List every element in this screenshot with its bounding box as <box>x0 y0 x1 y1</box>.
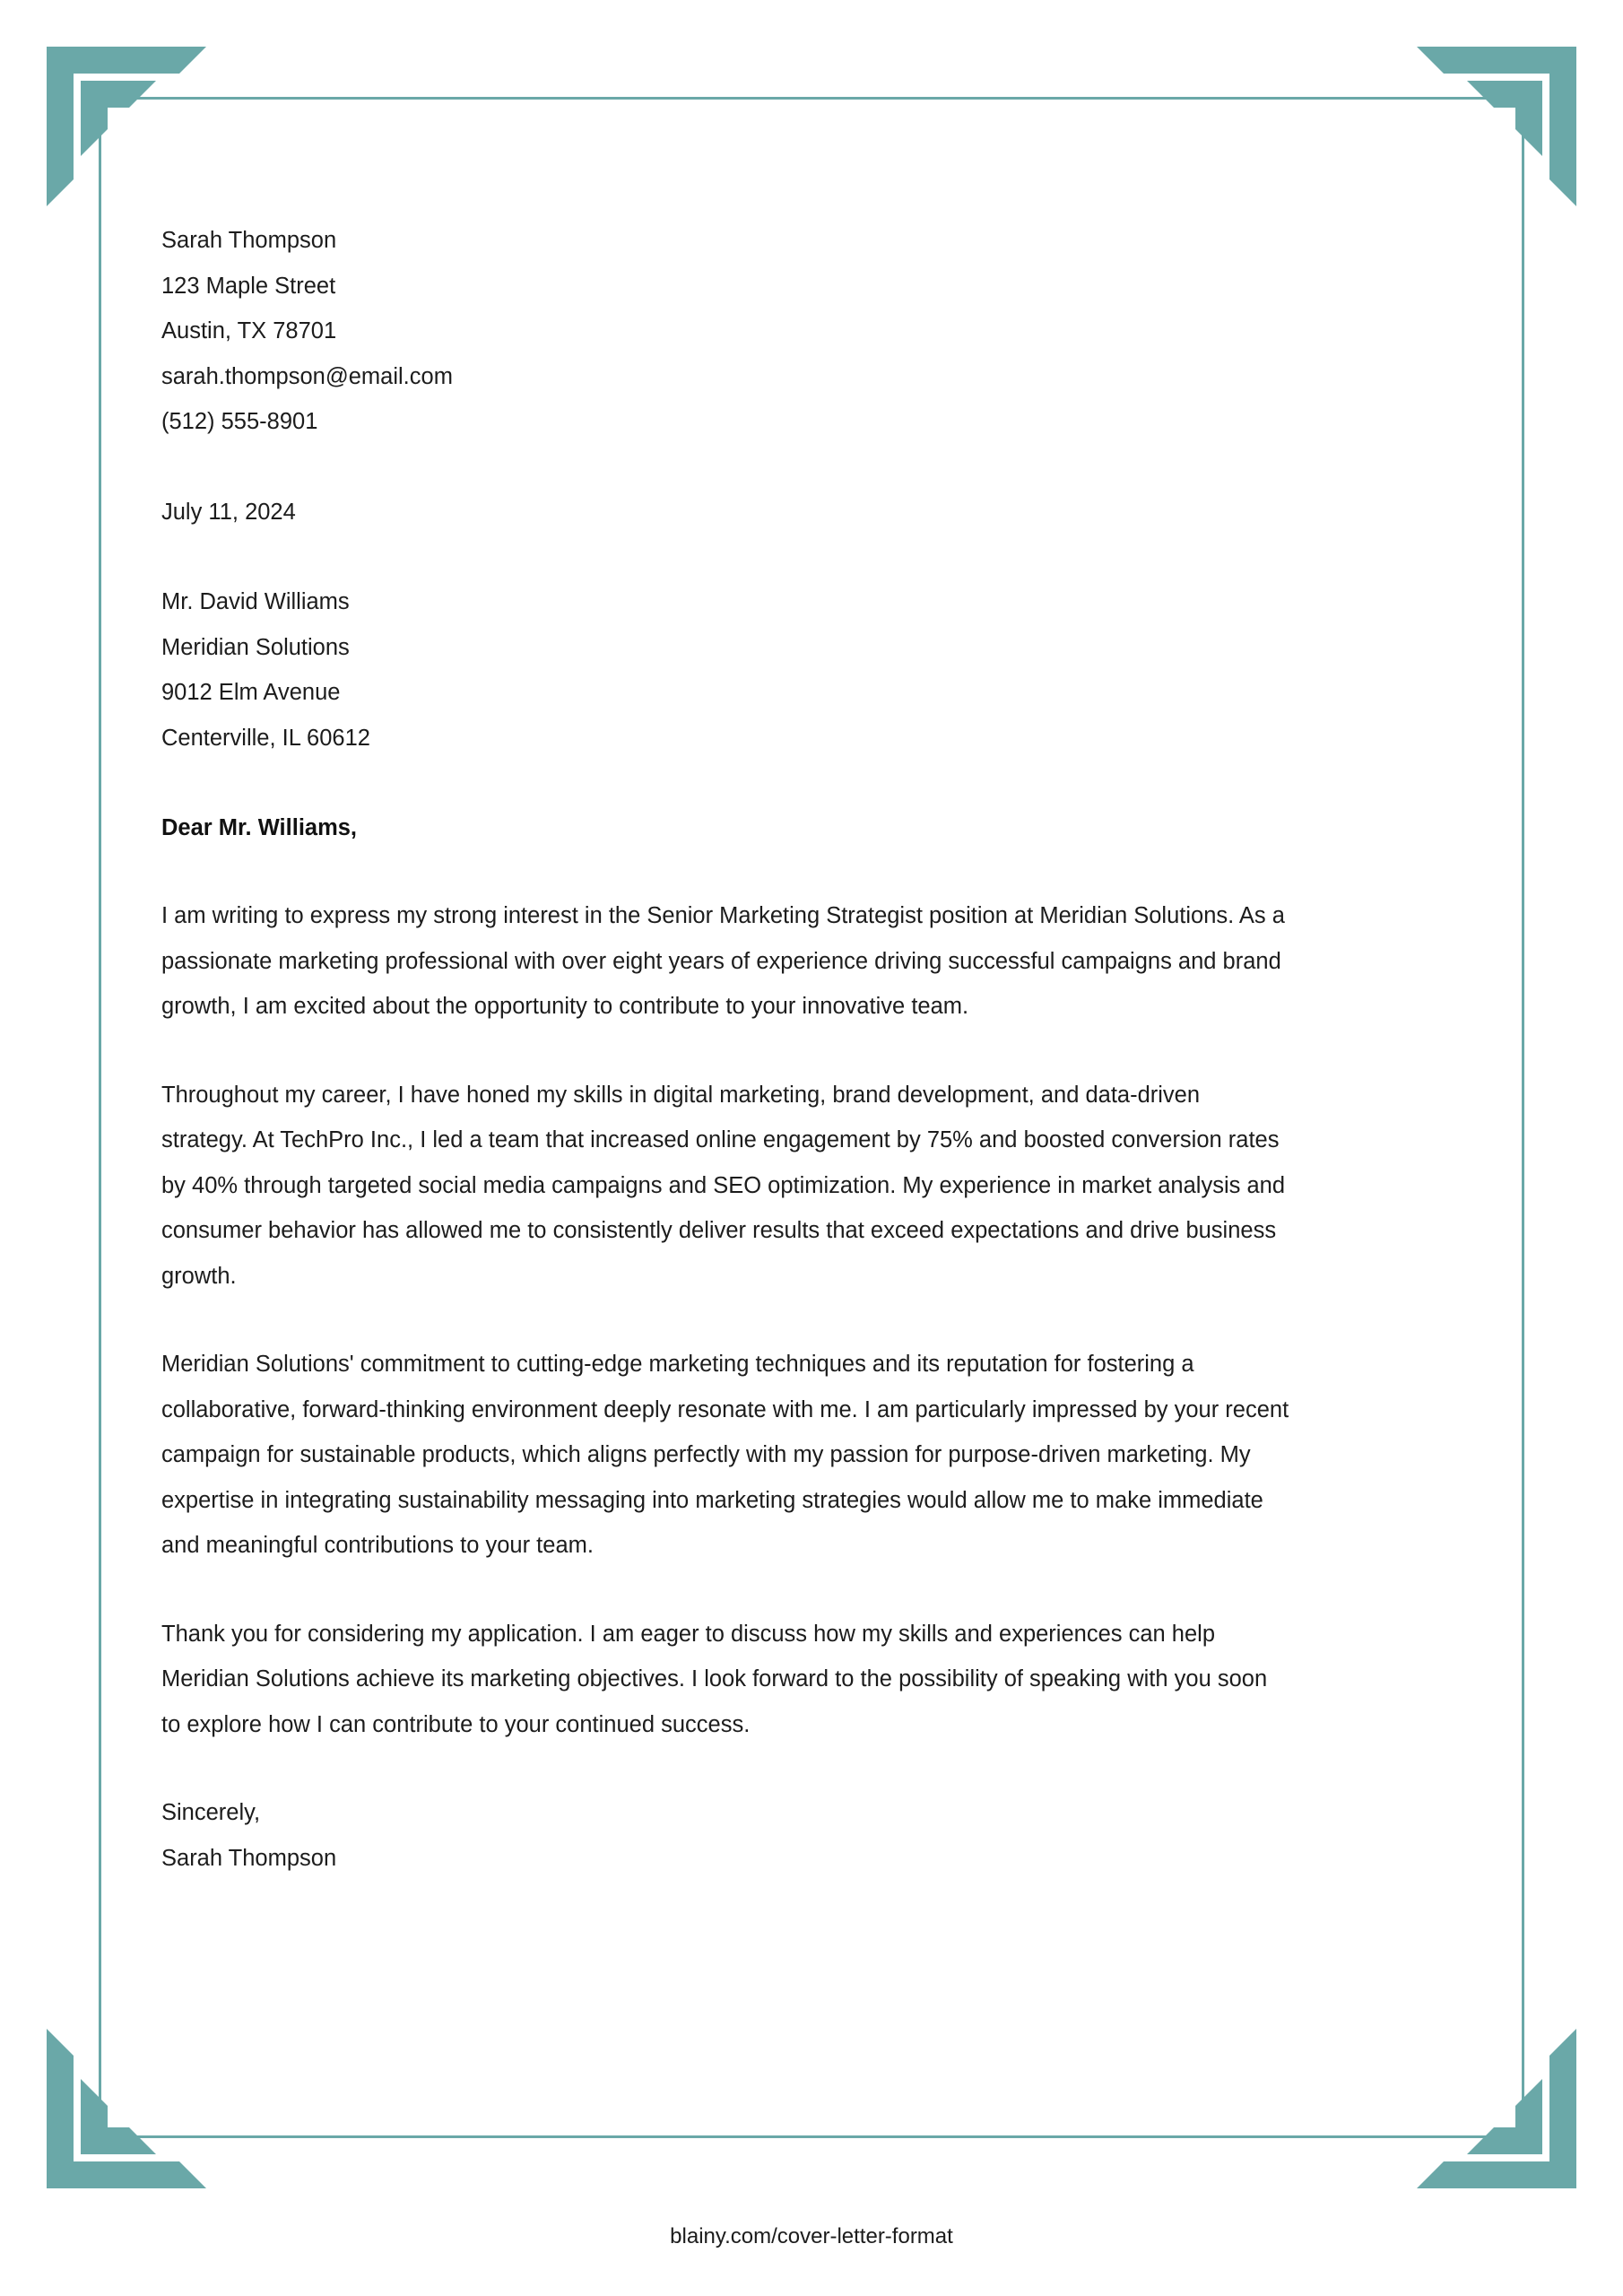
sender-email: sarah.thompson@email.com <box>161 363 453 389</box>
body-paragraph-3: Meridian Solutions' commitment to cutting-edge marketing techniques and its reputation for fostering a collaborative, forward-thinking environment deeply resonate with me. I am particularly impressed by your recent campaign for sustainable products, which aligns perfectly with my passion for purpose-driven marketing. My expertise in integrating sustainability messaging into marketing strategies would allow me to make immediate and meaningful contributions to your team. <box>161 1352 1289 1558</box>
cover-letter-document <box>99 97 1524 2138</box>
sender-name: Sarah Thompson <box>161 228 337 253</box>
valediction: Sincerely, <box>161 1800 261 1825</box>
spacer <box>161 761 1390 805</box>
footer-url: blainy.com/cover-letter-format <box>670 2224 953 2248</box>
recipient-city-state-zip: Centerville, IL 60612 <box>161 725 370 751</box>
body-paragraph-1: I am writing to express my strong interest in the Senior Marketing Strategist position at Meridian Solutions. As a passionate marketing professional with over eight years of experience driving successful campaigns and brand growth, I am excited about the opportunity to contribute to your innovative team. <box>161 903 1285 1019</box>
recipient-address-block <box>161 579 1390 761</box>
closing-block <box>161 1790 1390 1881</box>
recipient-street: 9012 Elm Avenue <box>161 680 341 705</box>
sender-city-state-zip: Austin, TX 78701 <box>161 318 337 344</box>
spacer <box>161 1747 1390 1790</box>
body-paragraph-2: Throughout my career, I have honed my skills in digital marketing, brand development, and data-driven strategy. At TechPro Inc., I led a team that increased online engagement by 75% and boosted conversion rates by 40% through targeted social media campaigns and SEO optimization. My experience in market analysis and consumer behavior has allowed me to consistently deliver results that exceed expectations and drive business growth. <box>161 1082 1285 1289</box>
spacer <box>161 535 1390 579</box>
recipient-name: Mr. David Williams <box>161 589 350 614</box>
spacer <box>161 445 1390 490</box>
sender-phone: (512) 555-8901 <box>161 409 318 434</box>
spacer <box>161 850 1390 893</box>
sender-address-block <box>161 218 1390 445</box>
signature-name: Sarah Thompson <box>161 1845 337 1871</box>
salutation: Dear Mr. Williams, <box>161 815 358 840</box>
recipient-company: Meridian Solutions <box>161 634 350 660</box>
body-paragraph-4: Thank you for considering my application. I am eager to discuss how my skills and experiences can help Meridian Solutions achieve its marketing objectives. I look forward to the possibility of speaking with you soon to explore how I can contribute to your continued success. <box>161 1621 1268 1737</box>
sender-street: 123 Maple Street <box>161 273 336 299</box>
letter-date: July 11, 2024 <box>161 499 296 525</box>
